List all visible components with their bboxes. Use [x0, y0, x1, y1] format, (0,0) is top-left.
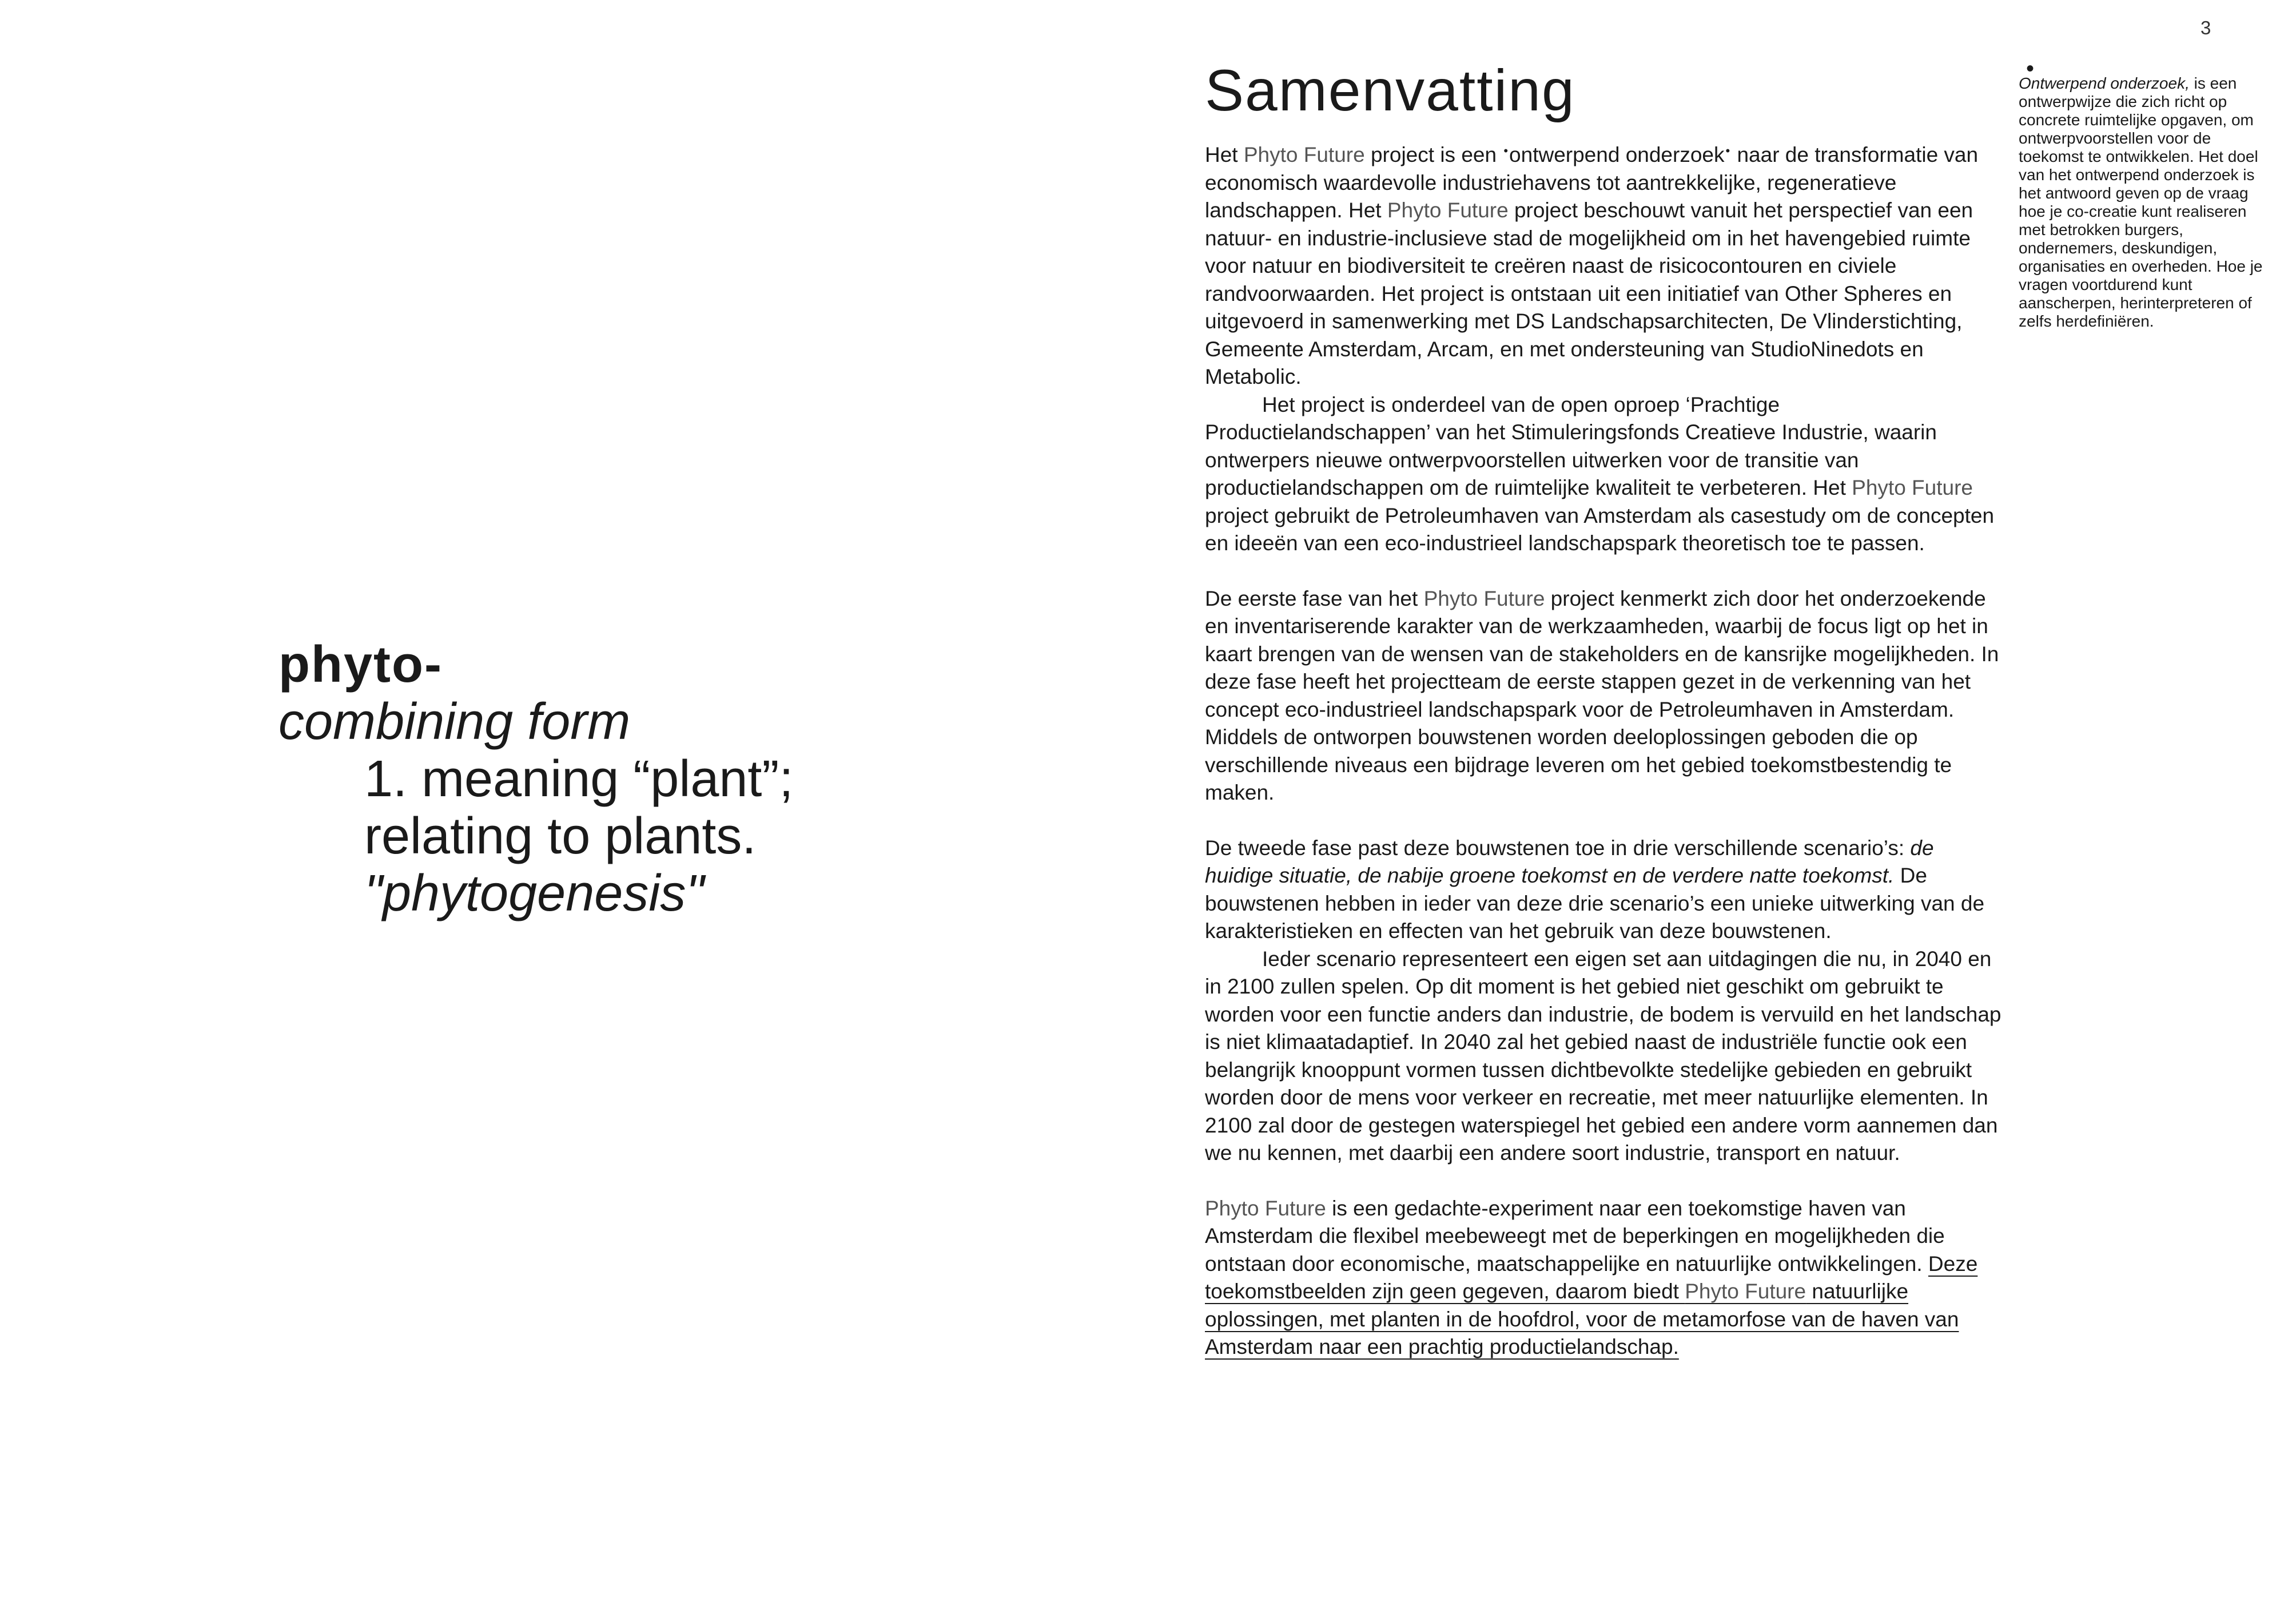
sidenote-term: Ontwerpend onderzoek,: [2019, 74, 2190, 92]
text-run: naar de transformatie van economisch waardevolle industriehavens tot aantrekkelijke, regeneratieve landschappen. Het: [1205, 143, 1979, 222]
brand-name: Phyto Future: [1423, 586, 1545, 610]
definition-meaning: 1. meaning “plant”;: [364, 750, 794, 808]
text-run: De tweede fase past deze bouwstenen toe in drie verschillende scenario’s:: [1205, 836, 1911, 860]
paragraph-open-call: [1205, 391, 2005, 558]
paragraph-conclusion: [1205, 1195, 2005, 1361]
footnote-term: ontwerpend onderzoek: [1509, 143, 1725, 166]
text-run: project is een: [1364, 143, 1503, 166]
brand-name: Phyto Future: [1852, 476, 1973, 499]
text-run: Het: [1205, 143, 1244, 166]
scenario-list: de huidige situatie, de nabije groene toekomst en de verdere natte toekomst.: [1205, 836, 1934, 887]
paragraph-scenarios: Ieder scenario representeert een eigen set aan uitdagingen die nu, in 2040 en in 2100 zullen spelen. Op dit moment is het gebied niet geschikt om gebruikt te worden voor een functie anders dan industrie, de bodem is vervuild en het landschap is niet klimaatadaptief. In 2040 zal het gebied naast de industriële functie ook een belangrijk knooppunt vormen tussen dichtbevolkte stedelijke gebieden en gebruikt worden door de mens voor verkeer en recreatie, met meer natuurlijke elementen. In 2100 zal door de gestegen waterspiegel het gebied een andere vorm aannemen dan we nu kennen, met daarbij een andere soort industrie, transport en natuur.: [1205, 947, 2001, 1165]
text-run: De eerste fase van het: [1205, 586, 1424, 610]
brand-name: Phyto Future: [1387, 198, 1509, 222]
text-run: project gebruikt de Petroleumhaven van Amsterdam als casestudy om de concepten en ideeën van een eco-industrieel landschapspark theoretisch toe te passen.: [1205, 503, 1995, 555]
brand-name: Phyto Future: [1243, 143, 1365, 166]
text-run: project beschouwt vanuit het perspectief van een natuur- en industrie-inclusieve stad de mogelijkheid om in het havengebied ruimte voor natuur en biodiversiteit te creëren naast de risicocontouren en civiele randvoorwaarden. Het project is ontstaan uit een initiatief van Other Spheres en uitgevoerd in samenwerking met DS Landschapsarchitecten, De Vlinderstichting, Gemeente Amsterdam, Arcam, en met ondersteuning van StudioNinedots en Metabolic.: [1205, 198, 1973, 388]
definition-term: phyto-: [278, 636, 443, 693]
page-number: 3: [2201, 17, 2211, 38]
text-run: De bouwstenen hebben in ieder van deze drie scenario’s een unieke uitwerking van de karakteristieken en effecten van het gebruik van deze bouwstenen.: [1205, 864, 1985, 943]
definition-example: "phytogenesis": [364, 865, 705, 922]
footnote-marker: •: [1725, 144, 1730, 158]
paragraph-intro: [1205, 137, 2005, 391]
footnote-marker: •: [1503, 144, 1509, 158]
definition-relation: relating to plants.: [364, 808, 757, 865]
definition-block: [278, 636, 1136, 922]
summary-body: [1205, 137, 2005, 1361]
text-run: is een gedachte-experiment naar een toekomstige haven van Amsterdam die flexibel meebeweegt met de beperkingen en mogelijkheden die ontstaan door economische, maatschappelijke en natuurlijke ontwikkelingen.: [1205, 1196, 1945, 1276]
brand-name: Phyto Future: [1205, 1196, 1326, 1220]
sidenote: [2019, 56, 2265, 331]
text-run: project kenmerkt zich door het onderzoekende en inventariserende karakter van de werkzaamheden, waarbij de focus ligt op het in kaart brengen van de wensen van de stakeholders en de kansrijke mogelijkheden. In deze fase heeft het projectteam de eerste stappen gezet in de verkenning van het concept eco-industrieel landschapspark voor de Petroleumhaven in Amsterdam. Middels de ontworpen bouwstenen worden deeloplossingen geboden die op verschillende niveaus een bijdrage leveren om het gebied toekomstbestendig te maken.: [1205, 586, 1999, 804]
text-run: Het project is onderdeel van de open oproep ‘Prachtige Productielandschappen’ van het Stimuleringsfonds Creatieve Industrie, waarin ontwerpers nieuwe ontwerpvoorstellen uitwerken voor de transitie van productielandschappen om de ruimtelijke kwaliteit te verbeteren. Het: [1205, 392, 1937, 499]
paragraph-phase-two: [1205, 835, 2005, 945]
definition-word-type: combining form: [278, 693, 631, 750]
sidenote-body: is een ontwerpwijze die zich richt op concrete ruimtelijke opgaven, om ontwerpvoorstellen voor de toekomst te ontwikkelen. Het doel van het ontwerpend onderzoek is het antwoord geven op de vraag hoe je co-creatie kunt realiseren met betrokken burgers, ondernemers, deskundigen, organisaties en overheden. Hoe je vragen voortdurend kunt aanscherpen, herinterpreteren of zelfs herdefiniëren.: [2019, 74, 2263, 330]
sidenote-text: [2019, 74, 2265, 331]
text-run: natuurlijke oplossingen, met planten in de hoofdrol, voor de metamorfose van de haven van Amsterdam naar een prachtig productielandschap.: [1205, 1280, 1959, 1358]
page-title: Samenvatting: [1205, 58, 1575, 123]
text-run: Deze toekomstbeelden zijn geen gegeven, daarom biedt: [1205, 1251, 1978, 1303]
paragraph-phase-one: [1205, 585, 2005, 807]
sidenote-marker: •: [2026, 56, 2034, 81]
brand-name: Phyto Future: [1685, 1280, 1806, 1303]
